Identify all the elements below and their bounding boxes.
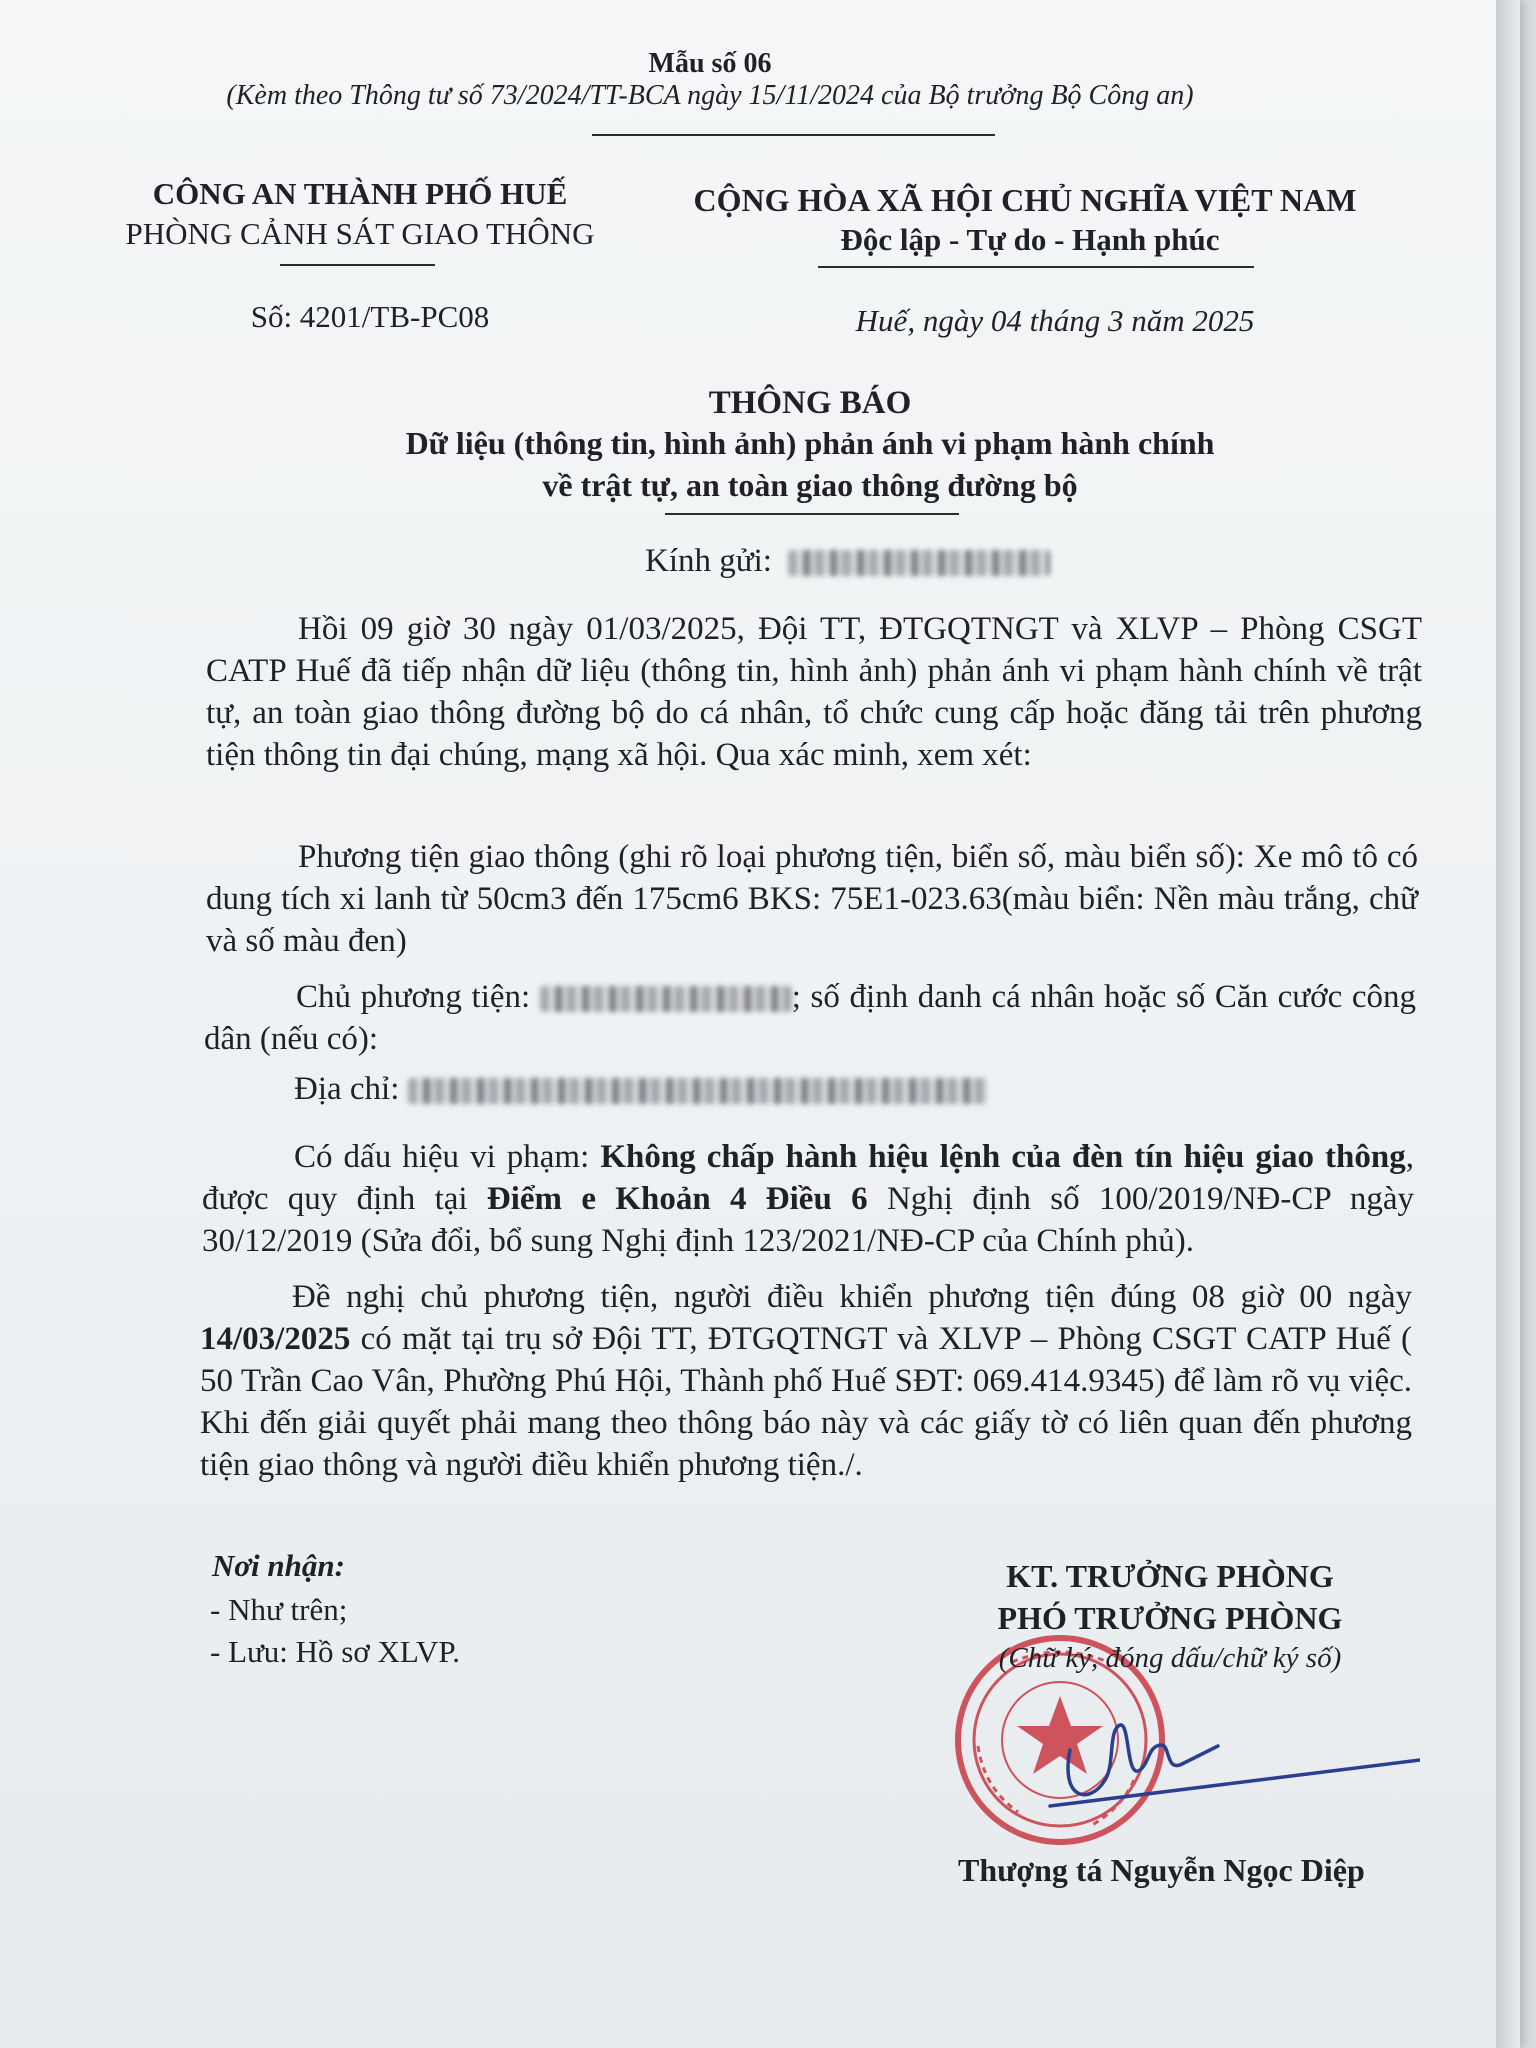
request-tail: có mặt tại trụ sở Đội TT, ĐTGQTNGT và XLVP – Phòng CSGT CATP Huế ( 50 Trần Cao Vân, Phường Phú Hội, Thành phố Huế SĐT: 069.414.9345) để làm rõ vụ việc. Khi đến giải quyết phải mang theo thông báo này và các giấy tờ có liên quan đến phương tiện giao thông và người điều khiển phương tiện./. — [200, 1321, 1412, 1483]
national-motto: Độc lập - Tự do - Hạnh phúc — [840, 222, 1220, 257]
handwritten-signature — [1050, 1725, 1420, 1806]
owner-label: Chủ phương tiện: — [296, 979, 531, 1015]
salutation-label: Kính gửi: — [645, 543, 772, 579]
country-name: CỘNG HÒA XÃ HỘI CHỦ NGHĨA VIỆT NAM — [693, 182, 1357, 218]
signature-note: (Chữ ký, đóng dấu/chữ ký số) — [998, 1642, 1342, 1674]
issuer-parent-org: CÔNG AN THÀNH PHỐ HUẾ — [152, 176, 568, 211]
motto-rule — [818, 266, 1254, 268]
notice-subtitle-line2: về trật tự, an toàn giao thông đường bộ — [542, 467, 1078, 503]
paper-edge — [1496, 0, 1520, 2048]
issuer-rule — [280, 264, 435, 266]
paragraph-intro: Hồi 09 giờ 30 ngày 01/03/2025, Đội TT, ĐTGQTNGT và XLVP – Phòng CSGT CATP Huế đã tiếp nhận dữ liệu (thông tin, hình ảnh) phản ánh vi phạm hành chính về trật tự, an toàn giao thông đường bộ do cá nhân, tổ chức cung cấp hoặc đăng tải trên phương tiện thông tin đại chúng, mạng xã hội. Qua xác minh, xem xét: — [206, 611, 1422, 773]
violation-clause: Điểm e Khoản 4 Điều 6 — [486, 1181, 868, 1217]
salutation — [645, 540, 1245, 582]
subtitle-rule — [665, 513, 959, 515]
redacted-owner — [540, 986, 792, 1012]
request-date: 14/03/2025 — [200, 1321, 351, 1357]
paragraph-request — [200, 1276, 1412, 1486]
paragraph-address — [202, 1068, 1414, 1110]
violation-lead: Có dấu hiệu vi phạm: — [294, 1139, 601, 1175]
attachment-note: (Kèm theo Thông tư số 73/2024/TT-BCA ngày 15/11/2024 của Bộ trưởng Bộ Công an) — [226, 80, 1194, 111]
notice-subtitle-line1: Dữ liệu (thông tin, hình ảnh) phản ánh vi phạm hành chính — [405, 425, 1215, 461]
request-lead: Đề nghị chủ phương tiện, người điều khiển phương tiện đúng 08 giờ 00 ngày — [292, 1279, 1412, 1315]
paragraph-violation — [202, 1136, 1414, 1262]
signature-line-2: PHÓ TRƯỞNG PHÒNG — [997, 1600, 1343, 1636]
signature-line-1: KT. TRƯỞNG PHÒNG — [1006, 1558, 1334, 1594]
place-date: Huế, ngày 04 tháng 3 năm 2025 — [855, 303, 1255, 338]
recipients-heading: Nơi nhận: — [212, 1548, 345, 1583]
form-number: Mẫu số 06 — [648, 48, 772, 79]
violation-mid: , được quy định tại — [202, 1139, 1414, 1217]
form-rule — [592, 134, 995, 136]
recipient-item-2: - Lưu: Hồ sơ XLVP. — [210, 1634, 460, 1669]
violation-description: Không chấp hành hiệu lệnh của đèn tín hiệu giao thông — [600, 1139, 1406, 1175]
redacted-address — [408, 1078, 988, 1104]
notice-title: THÔNG BÁO — [708, 385, 912, 421]
violation-tail: Nghị định số 100/2019/NĐ-CP ngày 30/12/2019 (Sửa đổi, bổ sung Nghị định 123/2021/NĐ-CP của Chính phủ). — [202, 1181, 1414, 1259]
owner-id-label: ; số định danh cá nhân hoặc số Căn cước công dân (nếu có): — [204, 979, 1417, 1057]
recipient-item-1: - Như trên; — [210, 1592, 348, 1627]
doc-number: Số: 4201/TB-PC08 — [250, 299, 490, 334]
issuer-department: PHÒNG CẢNH SÁT GIAO THÔNG — [125, 216, 595, 251]
address-label: Địa chỉ: — [294, 1071, 400, 1107]
paragraph-vehicle: Phương tiện giao thông (ghi rõ loại phương tiện, biển số, màu biển số): Xe mô tô có dung tích xi lanh từ 50cm3 đến 175cm6 BKS: 75E1-023.63(màu biển: Nền màu trắng, chữ và số màu đen) — [206, 839, 1418, 959]
redacted-recipient — [788, 550, 1050, 576]
paragraph-owner — [204, 976, 1416, 1060]
signer-name: Thượng tá Nguyễn Ngọc Diệp — [958, 1852, 1365, 1888]
